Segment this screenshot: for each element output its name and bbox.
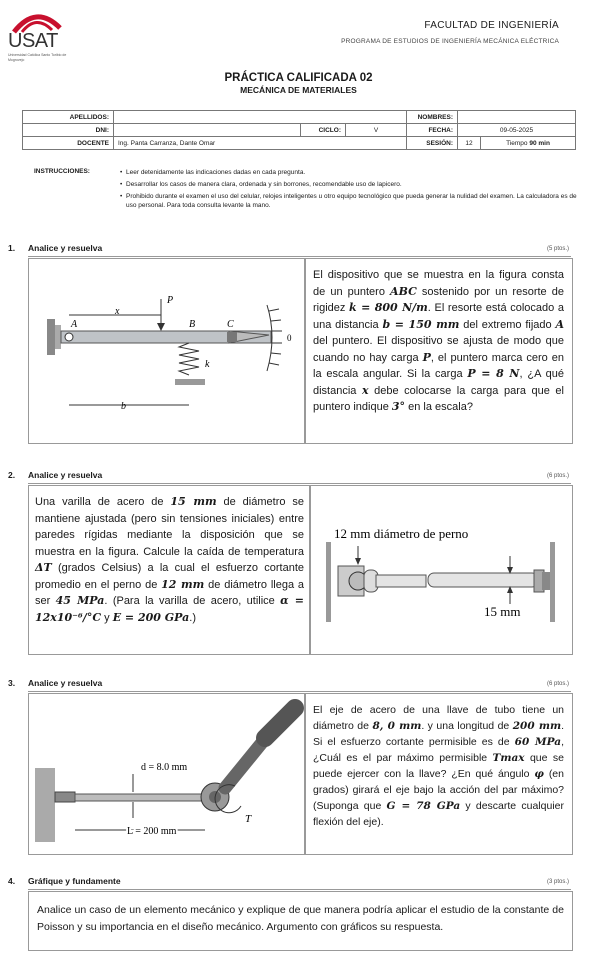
text-segment: . Si el esfuerzo cortante permisible es de bbox=[313, 720, 564, 748]
text-segment: . y una longitud de bbox=[421, 720, 513, 732]
q2-points: (6 ptos.) bbox=[546, 473, 569, 479]
q1-divider bbox=[28, 256, 571, 257]
instruction-item: • Prohibido durante el examen el uso del celular, relojes inteligentes u otro equipo tecnológico que pueda generar la nulidad del examen. La calculadora es de uso personal. Para toda consulta levante la mano. bbox=[120, 192, 580, 210]
text-segment: (en grados) girará el eje bajo la acción del par máximo? (Suponga que bbox=[313, 768, 564, 812]
page-subtitle: MECÁNICA DE MATERIALES bbox=[240, 85, 357, 95]
q2-title: Analice y resuelva bbox=[28, 470, 103, 480]
q4-title: Gráfique y fundamente bbox=[28, 876, 121, 886]
math-term: ΔT bbox=[35, 561, 52, 574]
math-term: 60 MPa bbox=[514, 736, 562, 748]
text-segment: . (Para la varilla de acero, utilice bbox=[104, 595, 281, 607]
tiempo-value: 90 min bbox=[529, 139, 550, 147]
header-info bbox=[341, 20, 559, 45]
text-segment: del puntero. El dispositivo se ajusta de modo que cuando no hay carga bbox=[313, 335, 564, 364]
logo-subtitle: Universidad Católica Santo Toribio de Mogrovejo bbox=[8, 53, 67, 62]
q1-figure bbox=[29, 259, 305, 443]
q3-number: 3. bbox=[8, 678, 16, 688]
fig-label-A: A bbox=[71, 319, 78, 330]
instructions-list bbox=[120, 168, 580, 213]
fig-label-x: x bbox=[115, 306, 120, 317]
math-term: P = 8 N bbox=[467, 367, 520, 380]
exam-title bbox=[0, 72, 597, 95]
text-segment: del extremo fijado bbox=[459, 318, 556, 331]
instruction-item: • Desarrollar los casos de manera clara, ordenada y sin borrones, recomendable uso de lapicero. bbox=[120, 180, 580, 189]
math-term: x bbox=[361, 383, 369, 397]
q1-title: Analice y resuelva bbox=[28, 243, 103, 253]
q1-figure-box bbox=[28, 258, 306, 444]
text-segment: El dispositivo que se muestra en la figura consta de un puntero bbox=[313, 269, 564, 298]
math-term: 12 mm bbox=[161, 577, 205, 591]
q3-figure bbox=[29, 694, 305, 854]
fecha-value: 09-05-2025 bbox=[458, 124, 576, 137]
math-term: α = 12x10⁻⁶/°C bbox=[35, 594, 304, 624]
ciclo-label: CICLO: bbox=[301, 124, 346, 137]
math-term: Tmax bbox=[492, 752, 525, 764]
math-term: b = 150 mm bbox=[382, 317, 460, 331]
text-segment: sostenido por un resorte de rigidez bbox=[313, 285, 564, 314]
q2-number: 2. bbox=[8, 470, 16, 480]
student-info-table bbox=[22, 110, 576, 150]
q3-title: Analice y resuelva bbox=[28, 678, 103, 688]
sesion-value: 12 bbox=[458, 137, 481, 150]
math-term: 8, 0 mm bbox=[372, 720, 422, 732]
fig-label-zero: 0 bbox=[287, 333, 292, 343]
q3-statement bbox=[313, 702, 564, 830]
math-term: P bbox=[422, 350, 431, 364]
docente-value: Ing. Panta Carranza, Dante Omar bbox=[114, 137, 407, 150]
q4-statement: Analice un caso de un elemento mecánico y explique de que manera podría aplicar el estudio de la constante de Poisson y su importancia en el diseño mecánico. Argumento con gráficos su respuesta. bbox=[37, 904, 564, 933]
text-segment: El eje de acero de una llave de tubo tiene un diámetro de bbox=[313, 704, 564, 732]
program-name: PROGRAMA DE ESTUDIOS DE INGENIERÍA MECÁNICA ELÉCTRICA bbox=[341, 38, 559, 45]
text-segment: , el puntero marca cero en la escala angular. Si la carga bbox=[313, 351, 564, 380]
math-term: 3° bbox=[391, 400, 406, 413]
text-segment: Una varilla de acero de bbox=[35, 496, 171, 508]
math-term: 15 mm bbox=[170, 495, 217, 508]
text-segment: en la escala? bbox=[405, 401, 473, 413]
logo-text: USAT bbox=[8, 30, 58, 52]
math-term: 45 MPa bbox=[55, 594, 105, 607]
dni-label: DNI: bbox=[23, 124, 114, 137]
math-term: k = 800 N/m bbox=[349, 301, 428, 314]
math-term: G = 78 GPa bbox=[386, 800, 461, 812]
fig-label-C: C bbox=[227, 319, 234, 330]
text-segment: y bbox=[101, 611, 113, 624]
page-title: PRÁCTICA CALIFICADA 02 bbox=[224, 72, 373, 84]
text-segment: .) bbox=[189, 611, 196, 624]
math-term: A bbox=[555, 317, 564, 331]
fig-label-rod: 15 mm bbox=[484, 604, 521, 619]
fig-label-b: b bbox=[121, 401, 126, 412]
fig-label-T: T bbox=[245, 813, 252, 825]
faculty-name: FACULTAD DE INGENIERÍA bbox=[424, 20, 559, 31]
fig-label-k: k bbox=[205, 359, 210, 370]
dni-field[interactable] bbox=[114, 124, 301, 137]
text-segment: (grados Celsius) a la cual el esfuerzo cortante promedio en el perno de bbox=[35, 562, 304, 591]
docente-label: DOCENTE bbox=[23, 137, 114, 150]
text-segment: . El resorte está colocado a una distancia bbox=[313, 302, 564, 331]
q3-text-box bbox=[304, 693, 573, 855]
q3-divider bbox=[28, 691, 571, 692]
sesion-label: SESIÓN: bbox=[407, 137, 458, 150]
math-term: E = 200 GPa bbox=[112, 610, 190, 624]
tiempo-label: Tiempo bbox=[506, 139, 528, 147]
q1-statement bbox=[313, 267, 564, 416]
ciclo-value: V bbox=[346, 124, 407, 137]
nombres-field[interactable] bbox=[458, 111, 576, 124]
q1-points: (5 ptos.) bbox=[546, 246, 569, 252]
instruction-item: • Leer detenidamente las indicaciones dadas en cada pregunta. bbox=[120, 168, 580, 177]
apellidos-label: APELLIDOS: bbox=[23, 111, 114, 124]
fig-label-bolt: 12 mm diámetro de perno bbox=[334, 526, 469, 541]
fecha-label: FECHA: bbox=[407, 124, 458, 137]
q2-figure bbox=[310, 486, 572, 654]
q2-statement bbox=[35, 494, 304, 626]
text-segment: que se puede ejercer con la llave? ¿En qué ángulo bbox=[313, 752, 564, 780]
logo bbox=[6, 6, 66, 64]
fig-label-P: P bbox=[167, 295, 174, 306]
math-term: φ bbox=[534, 768, 544, 780]
q1-number: 1. bbox=[8, 243, 16, 253]
q1-text-box bbox=[304, 258, 573, 444]
q4-text-box bbox=[28, 891, 573, 951]
q4-number: 4. bbox=[8, 876, 16, 886]
fig-label-d: d = 8.0 mm bbox=[141, 762, 188, 773]
q4-points: (3 ptos.) bbox=[546, 879, 569, 885]
q2-figure-box bbox=[309, 485, 573, 655]
tiempo-cell bbox=[481, 137, 576, 150]
q2-text-box bbox=[28, 485, 311, 655]
text-segment: debe colocarse la carga para que el puntero indique bbox=[313, 384, 564, 413]
q4-divider bbox=[28, 889, 571, 890]
nombres-label: NOMBRES: bbox=[407, 111, 458, 124]
text-segment: y descarte cualquier flexión del eje). bbox=[313, 800, 564, 828]
q3-points: (6 ptos.) bbox=[546, 681, 569, 687]
math-term: ABC bbox=[390, 284, 417, 298]
fig-label-L: L = 200 mm bbox=[127, 826, 177, 837]
q2-divider bbox=[28, 483, 571, 484]
text-segment: , ¿Cuál es el par máximo permisible bbox=[313, 736, 564, 764]
q3-figure-box bbox=[28, 693, 306, 855]
apellidos-field[interactable] bbox=[114, 111, 407, 124]
instructions-label: INSTRUCCIONES: bbox=[34, 168, 90, 175]
fig-label-B: B bbox=[189, 319, 196, 330]
text-segment: de diámetro se mantiene ajustada (pero sin tensiones iniciales) entre paredes rígidas mediante la disposición que se muestra en la figura. Calcule la caída de temperatura bbox=[35, 496, 304, 558]
text-segment: , ¿A qué distancia bbox=[313, 368, 564, 397]
math-term: 200 mm bbox=[512, 720, 562, 732]
text-segment: de diámetro llega a ser bbox=[35, 578, 304, 607]
